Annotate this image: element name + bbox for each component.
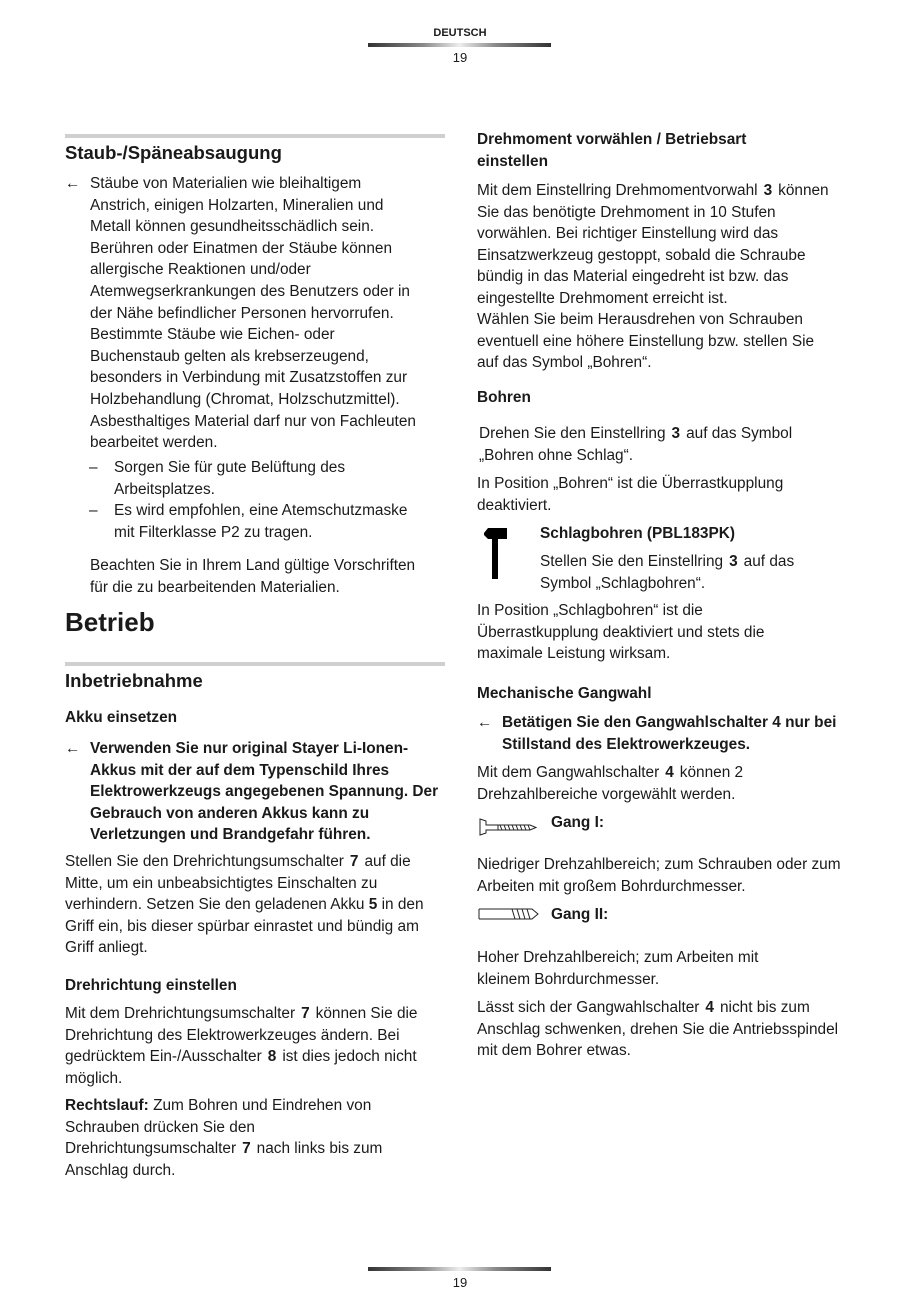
- gear1-text: Niedriger Drehzahlbereich; zum Schrauben oder zum Arbeiten mit großem Bohrdurchmesser.: [477, 856, 841, 895]
- torque-text: Mit dem Einstellring Drehmomentvorwahl 3 können Sie das benötigte Drehmoment in 10 Stufen vorwählen. Bei richtiger Einstellung wird das Einsatzwerkzeug gestoppt, sobald die Schraube bündig in das Material eingedreht ist bzw. das eingestellte Drehmoment erreicht ist.: [477, 182, 829, 307]
- battery-text: Stellen Sie den Drehrichtungsumschalter 7 auf die Mitte, um ein unbeabsichtigtes Einschalten zu verhindern. Setzen Sie den geladenen Akku 5 in den Griff ein, bis dieser spürbar einrastet und bündig am Griff anliegt.: [65, 853, 424, 957]
- arrow-left-icon: ←: [65, 740, 81, 757]
- header-language: DEUTSCH: [433, 27, 487, 39]
- dust-warning: ← Stäube von Materialien wie bleihaltigem Anstrich, einigen Holzarten, Mineralien und Metall können gesundheitsschädlich sein. Berühren oder Einatmen der Stäube können allergische Reaktionen und/oder Atemwegserkrankungen des Benutzers oder in der Nähe befindlicher Personen hervorrufen. Bestimmte Stäube wie Eichen- oder Buchenstaub gelten als krebserzeugend, besonders in Verbindung mit Zusatzstoffen zur Holzbehandlung (Chromat, Holzschutzmittel). Asbesthaltiges Material darf nur von Fachleuten bearbeitet werden.: [65, 175, 416, 452]
- section-rule: [65, 662, 445, 666]
- right-run-text: Rechtslauf: Zum Bohren und Eindrehen von Schrauben drücken Sie den Drehrichtungsumschalter 7 nach links bis zum Anschlag durch.: [65, 1097, 383, 1179]
- gear-text: Mit dem Gangwahlschalter 4 können 2 Drehzahlbereiche vorgewählt werden.: [477, 764, 744, 803]
- drill-text: Drehen Sie den Einstellring 3 auf das Symbol „Bohren ohne Schlag“.: [479, 425, 793, 464]
- gear2-text: Hoher Drehzahlbereich; zum Arbeiten mit kleinem Bohrdurchmesser.: [477, 949, 759, 988]
- footer-bar: [368, 1267, 551, 1271]
- hammer-heading: Schlagbohren (PBL183PK): [540, 525, 735, 542]
- dash-icon: –: [89, 502, 98, 520]
- gear-heading: Mechanische Gangwahl: [477, 685, 652, 702]
- drill-heading: Bohren: [477, 389, 531, 406]
- section-rule: [65, 134, 445, 138]
- gear-warning: ← Betätigen Sie den Gangwahlschalter 4 nur bei Stillstand des Elektrowerkzeuges.: [477, 714, 837, 753]
- direction-text: Mit dem Drehrichtungsumschalter 7 können Sie die Drehrichtung des Elektrowerkzeuges ändern. Bei gedrücktem Ein-/Ausschalter 8 ist dies jedoch nicht möglich.: [65, 1005, 418, 1087]
- drill-text-2: In Position „Bohren“ ist die Überrastkupplung deaktiviert.: [477, 475, 784, 514]
- operation-heading: Betrieb: [65, 607, 155, 637]
- list-item: – Sorgen Sie für gute Belüftung des Arbeitsplatzes.: [89, 459, 346, 498]
- list-item: – Es wird empfohlen, eine Atemschutzmaske mit Filterklasse P2 zu tragen.: [89, 502, 408, 541]
- arrow-left-icon: ←: [65, 175, 81, 192]
- footer-page-number: 19: [452, 1275, 468, 1290]
- dust-heading: Staub-/Späneabsaugung: [65, 142, 282, 163]
- dust-note: Beachten Sie in Ihrem Land gültige Vorschriften für die zu bearbeitenden Materialien.: [90, 557, 416, 596]
- arrow-left-icon: ←: [477, 714, 493, 731]
- direction-heading: Drehrichtung einstellen: [65, 977, 237, 994]
- torque-text-2: Wählen Sie beim Herausdrehen von Schrauben eventuell eine höhere Einstellung bzw. stellen Sie auf das Symbol „Bohren“.: [477, 311, 815, 372]
- dash-icon: –: [89, 459, 98, 476]
- header-bar: [368, 43, 551, 47]
- drill-bit-icon: [478, 907, 540, 921]
- dust-list: [89, 457, 422, 543]
- header-page-number: 19: [452, 50, 468, 65]
- hammer-drill-icon: [481, 527, 509, 581]
- screw-icon: [478, 817, 540, 837]
- hammer-text: Stellen Sie den Einstellring 3 auf das Symbol „Schlagbohren“.: [540, 553, 795, 592]
- battery-warning: ← Verwenden Sie nur original Stayer Li-Ionen-Akkus mit der auf dem Typenschild Ihres Elektrowerkzeugs angegebenen Spannung. Der Gebrauch von anderen Akkus kann zu Verletzungen und Brandgefahr führen.: [65, 740, 439, 844]
- gear-tip: Lässt sich der Gangwahlschalter 4 nicht bis zum Anschlag schwenken, drehen Sie die Antriebsspindel mit dem Bohrer etwas.: [477, 999, 839, 1060]
- gear2-label: Gang II:: [551, 906, 609, 923]
- hammer-text-2: In Position „Schlagbohren“ ist die Überrastkupplung deaktiviert und stets die maximale Leistung wirksam.: [477, 602, 765, 663]
- battery-heading: Akku einsetzen: [65, 709, 178, 726]
- gear1-label: Gang I:: [551, 814, 605, 831]
- torque-heading: Drehmoment vorwählen / Betriebsart einstellen: [477, 131, 747, 170]
- startup-heading: Inbetriebnahme: [65, 670, 203, 691]
